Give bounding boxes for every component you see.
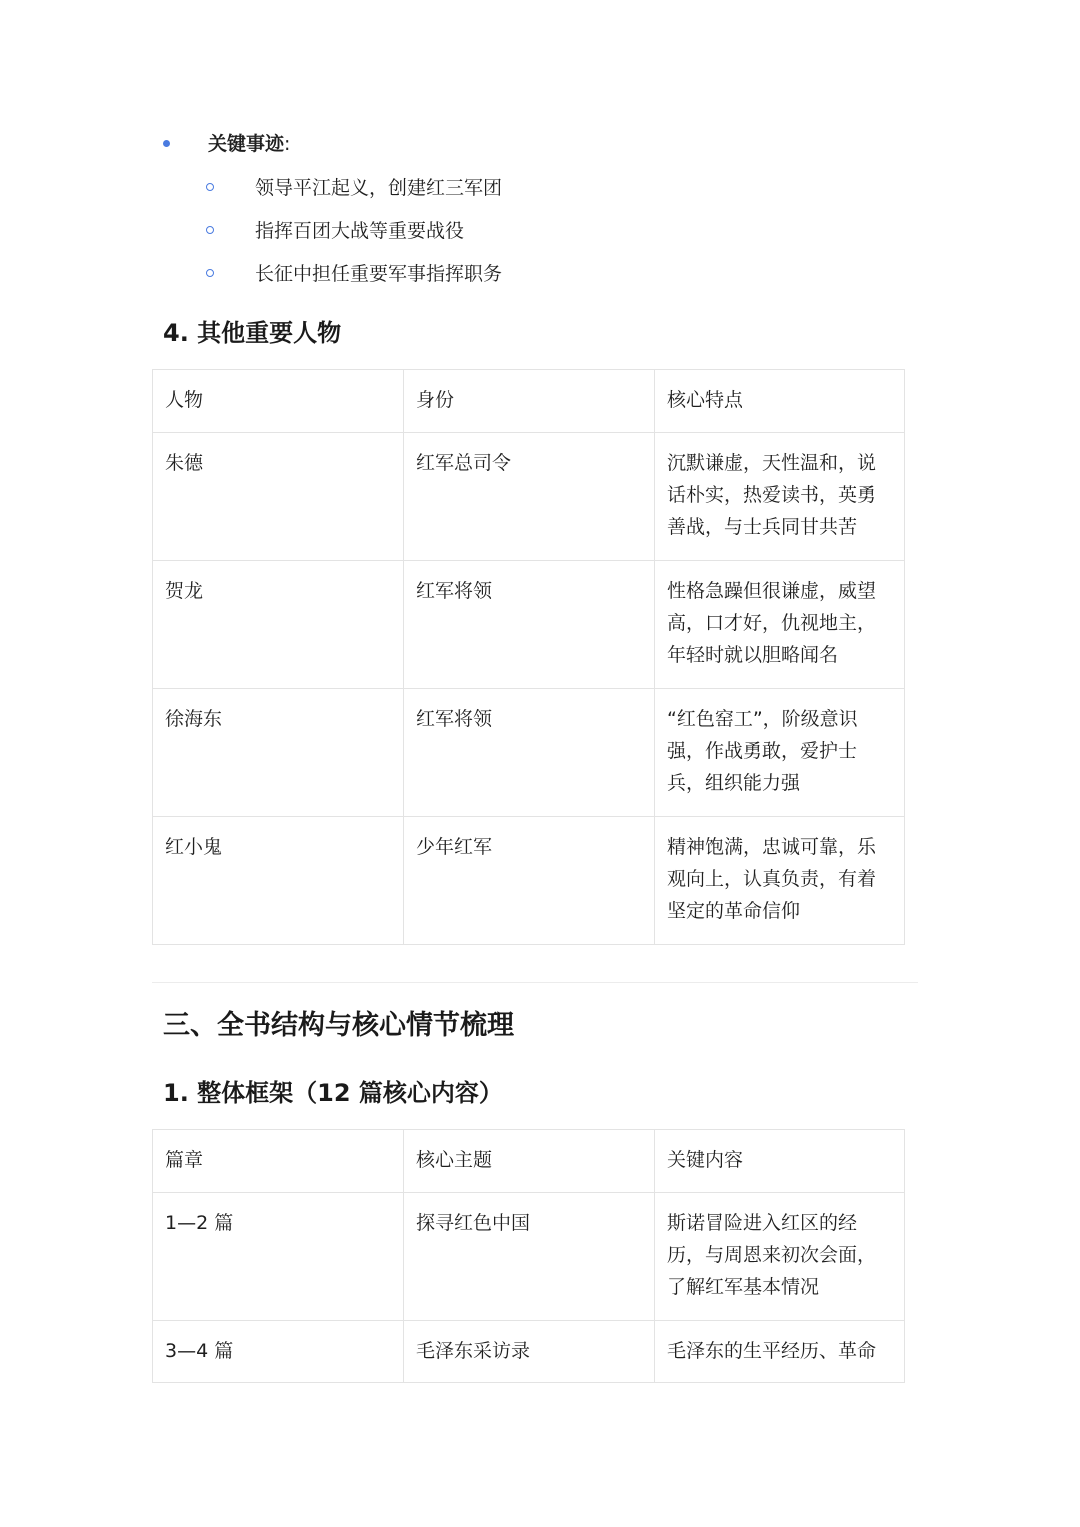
list-item-text: 指挥百团大战等重要战役 (255, 220, 465, 242)
table-cell: “红色窑工”，阶级意识强，作战勇敢，爱护士兵，组织能力强 (655, 689, 905, 817)
table-cell: 1—2 篇 (153, 1193, 404, 1321)
table-row (153, 1321, 905, 1383)
table-cell: 3—4 篇 (153, 1321, 404, 1383)
people-table (152, 369, 905, 945)
list-item-text: 长征中担任重要军事指挥职务 (255, 263, 503, 285)
key-deeds-bullet (163, 126, 923, 162)
table-cell: 毛泽东的生平经历、革命 (655, 1321, 905, 1383)
table-cell: 沉默谦虚，天性温和，说话朴实，热爱读书，英勇善战，与士兵同甘共苦 (655, 433, 905, 561)
table-cell: 红军将领 (404, 561, 655, 689)
bullet-icon (163, 140, 170, 147)
table-row (153, 689, 905, 817)
list-item (163, 126, 923, 162)
subsection-heading-framework: 1. 整体框架（12 篇核心内容） (163, 1079, 503, 1107)
table-cell: 红军总司令 (404, 433, 655, 561)
hollow-bullet-icon (206, 226, 214, 234)
table-header-row (153, 1130, 905, 1193)
table-header-row (153, 370, 905, 433)
table-header-cell: 关键内容 (655, 1130, 905, 1193)
table-row (153, 561, 905, 689)
table-header-cell: 篇章 (153, 1130, 404, 1193)
table-cell: 徐海东 (153, 689, 404, 817)
section-heading-structure: 三、全书结构与核心情节梳理 (163, 1010, 514, 1041)
table-header-cell: 核心特点 (655, 370, 905, 433)
key-deeds-label: 关键事迹 (208, 133, 285, 155)
table-header-cell: 身份 (404, 370, 655, 433)
hollow-bullet-icon (206, 183, 214, 191)
key-deeds-colon: : (284, 133, 291, 155)
table-cell: 红小鬼 (153, 817, 404, 945)
chapters-table (152, 1129, 905, 1383)
table-cell: 毛泽东采访录 (404, 1321, 655, 1383)
table-cell: 斯诺冒险进入红区的经历，与周恩来初次会面，了解红军基本情况 (655, 1193, 905, 1321)
table-row (153, 433, 905, 561)
list-item-text: 领导平江起义，创建红三军团 (255, 177, 503, 199)
table-header-cell: 人物 (153, 370, 404, 433)
table-cell: 红军将领 (404, 689, 655, 817)
section-divider (152, 982, 918, 983)
list-item (163, 213, 923, 256)
table-cell: 朱德 (153, 433, 404, 561)
list-item (163, 170, 923, 213)
table-row (153, 1193, 905, 1321)
table-cell: 少年红军 (404, 817, 655, 945)
section-heading-other-people: 4. 其他重要人物 (163, 319, 342, 347)
table-cell: 探寻红色中国 (404, 1193, 655, 1321)
hollow-bullet-icon (206, 269, 214, 277)
table-cell: 贺龙 (153, 561, 404, 689)
list-item (163, 256, 923, 299)
table-header-cell: 核心主题 (404, 1130, 655, 1193)
table-cell: 精神饱满，忠诚可靠，乐观向上，认真负责，有着坚定的革命信仰 (655, 817, 905, 945)
table-row (153, 817, 905, 945)
key-deeds-sublist (163, 170, 923, 299)
table-cell: 性格急躁但很谦虚，威望高，口才好，仇视地主，年轻时就以胆略闻名 (655, 561, 905, 689)
